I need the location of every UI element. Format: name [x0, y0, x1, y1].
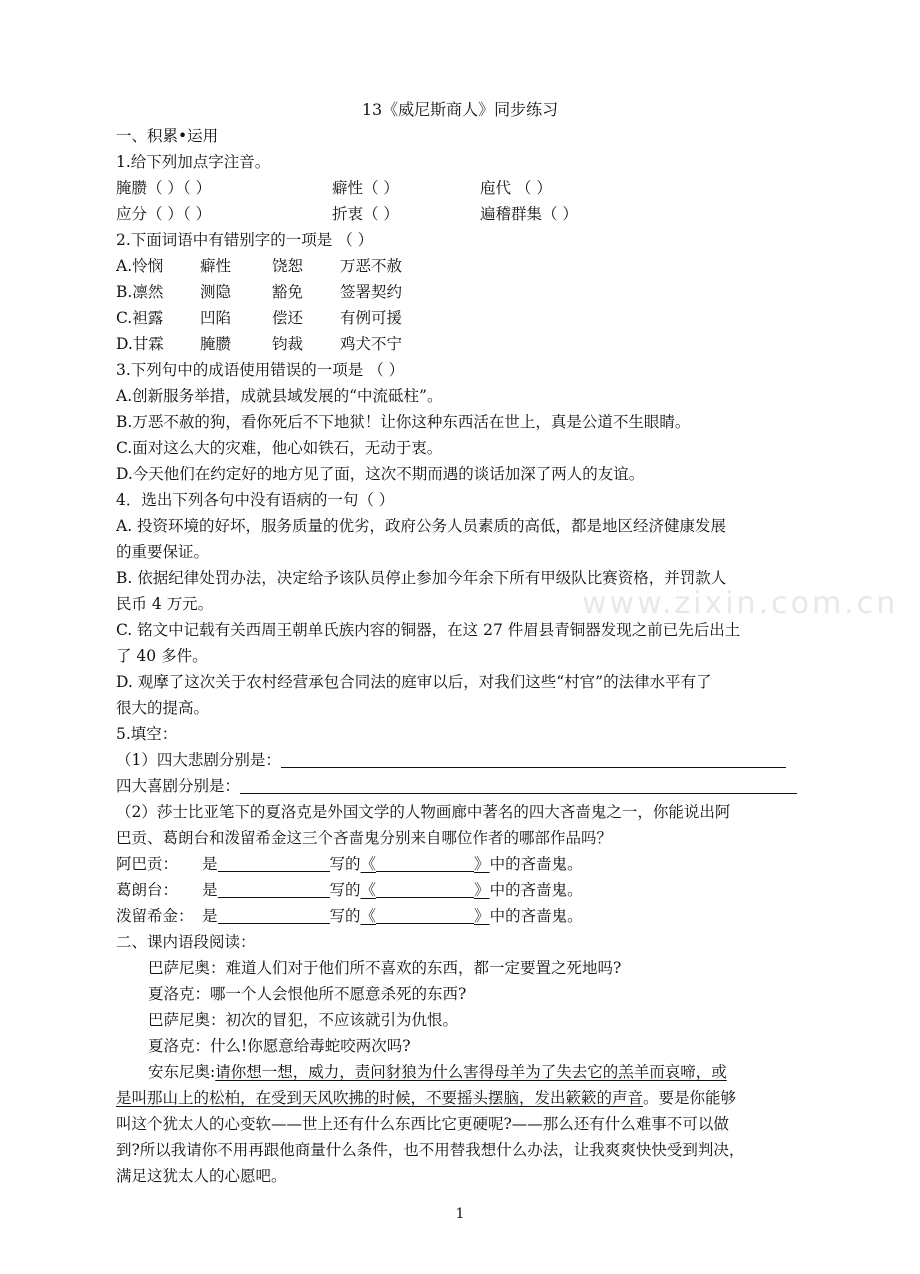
miser-rq: 》 — [474, 855, 490, 873]
q3-option-a: A.创新服务举措，成就县域发展的“中流砥柱”。 — [116, 387, 443, 405]
miser-wrote: 写的 — [329, 855, 361, 873]
miser-lq: 《 — [360, 907, 377, 925]
q4-option-b: B. 依据纪律处罚办法，决定给予该队员停止参加今年余下所有甲级队比赛资格，并罚款人 — [116, 569, 727, 587]
q5-tragedies-label: （1）四大悲剧分别是： — [116, 751, 281, 769]
q2-option-word: 腌臜 — [200, 335, 232, 353]
answer-blank[interactable] — [281, 751, 786, 768]
q1-item: 腌臜（ ）（ ） — [116, 179, 212, 197]
miser-rq: 》 — [474, 881, 490, 899]
miser-row — [116, 854, 583, 874]
q3-option-b: B.万恶不赦的狗，看你死后不下地狱！让你这种东西活在世上，真是公道不生眼睛。 — [116, 413, 691, 431]
miser-tail: 中的吝啬鬼。 — [489, 855, 583, 873]
q4-option-c-cont: 了 40 多件。 — [116, 647, 208, 665]
miser-is: 是 — [202, 907, 218, 925]
q2-option-word: 钧裁 — [272, 335, 304, 353]
miser-row — [116, 880, 583, 900]
underlined-passage: 是叫那山上的松柏，在受到天风吹拂的时候，不要摇头摆脑，发出簌簌的声音 — [116, 1089, 644, 1107]
q1-item: 遍稽群集（ ） — [480, 205, 578, 223]
q4-option-a-cont: 的重要保证。 — [116, 543, 210, 561]
q2-option-word: C.袒露 — [116, 309, 164, 327]
antonio-line-2 — [116, 1088, 736, 1108]
q4-option-d-cont: 很大的提高。 — [116, 699, 210, 717]
miser-lq: 《 — [360, 855, 377, 873]
miser-name: 葛朗台： — [116, 881, 179, 899]
q4-stem: 4．选出下列各句中没有语病的一句（ ） — [116, 491, 395, 509]
section-heading-1: 一、积累•运用 — [116, 127, 219, 145]
miser-row — [116, 906, 583, 926]
miser-wrote: 写的 — [329, 907, 361, 925]
q5-stem: 5.填空： — [116, 725, 178, 743]
dialogue-line: 巴萨尼奥：难道人们对于他们所不喜欢的东西，都一定要置之死地吗? — [148, 959, 622, 977]
miser-wrote: 写的 — [329, 881, 361, 899]
answer-blank[interactable] — [218, 855, 330, 872]
q2-option-word: 癖性 — [200, 257, 232, 275]
q2-option-word: 凹陷 — [200, 309, 232, 327]
miser-name: 泼留希金： — [116, 907, 194, 925]
dialogue-line: 夏洛克：什么!你愿意给毒蛇咬两次吗? — [148, 1037, 411, 1055]
q3-option-d: D.今天他们在约定好的地方见了面，这次不期而遇的谈话加深了两人的友谊。 — [116, 465, 645, 483]
miser-is: 是 — [202, 855, 218, 873]
antonio-line-4: 到?所以我请你不用再跟他商量什么条件，也不用替我想什么办法，让我爽爽快快受到判决， — [116, 1141, 745, 1159]
watermark: www.zixin.com.cn — [582, 586, 899, 621]
q3-option-c: C.面对这么大的灾难，他心如铁石，无动于衷。 — [116, 439, 443, 457]
dialogue-line: 夏洛克：哪一个人会恨他所不愿意杀死的东西? — [148, 985, 467, 1003]
q2-option-word: B.凛然 — [116, 283, 164, 301]
q2-option-word: 饶恕 — [272, 257, 304, 275]
q2-option-word: 偿还 — [272, 309, 304, 327]
answer-blank[interactable] — [376, 881, 474, 898]
antonio-line-1 — [148, 1062, 727, 1082]
section-heading-2: 二、课内语段阅读： — [116, 933, 256, 951]
q2-option-word: 豁免 — [272, 283, 304, 301]
q2-option-word: 签署契约 — [340, 283, 403, 301]
miser-is: 是 — [202, 881, 218, 899]
q2-option-word: 测隐 — [200, 283, 232, 301]
q1-stem: 1.给下列加点字注音。 — [116, 153, 271, 171]
q2-option-word: A.怜悯 — [116, 257, 164, 275]
q4-option-c: C. 铭文中记载有关西周王朝单氏族内容的铜器，在这 27 件眉县青铜器发现之前已先后出土 — [116, 621, 741, 639]
answer-blank[interactable] — [376, 855, 474, 872]
underlined-passage: 请你想一想，威力，责问豺狼为什么害得母羊为了失去它的羔羊而哀啼，或 — [215, 1063, 727, 1081]
answer-blank[interactable] — [218, 907, 330, 924]
answer-blank[interactable] — [240, 777, 797, 794]
page-title: 13《威尼斯商人》同步练习 — [361, 100, 559, 119]
q4-option-a: A. 投资环境的好坏，服务质量的优劣，政府公务人员素质的高低，都是地区经济健康发展 — [116, 517, 727, 535]
q2-option-word: 有例可援 — [340, 309, 403, 327]
miser-tail: 中的吝啬鬼。 — [489, 907, 583, 925]
q3-stem: 3.下列句中的成语使用错误的一项是 （ ） — [116, 361, 405, 379]
page-number: 1 — [455, 1206, 465, 1222]
q1-item: 庖代 （ ） — [480, 179, 552, 197]
q5-tragedies — [116, 750, 786, 770]
miser-rq: 》 — [474, 907, 490, 925]
miser-lq: 《 — [360, 881, 377, 899]
q5-part2: （2）莎士比亚笔下的夏洛克是外国文学的人物画廊中著名的四大吝啬鬼之一，你能说出阿 — [116, 803, 731, 821]
q2-option-word: 万恶不赦 — [340, 257, 403, 275]
q5-comedies — [116, 776, 797, 796]
antonio-line-3: 叫这个犹太人的心变软——世上还有什么东西比它更硬呢?——那么还有什么难事不可以做 — [116, 1115, 729, 1133]
miser-name: 阿巴贡： — [116, 855, 179, 873]
dialogue-line: 巴萨尼奥：初次的冒犯，不应该就引为仇恨。 — [148, 1011, 459, 1029]
q1-item: 癖性（ ） — [332, 179, 399, 197]
q5-part2-cont: 巴贡、葛朗台和泼留希金这三个吝啬鬼分别来自哪位作者的哪部作品吗？ — [116, 829, 613, 847]
antonio-line-5: 满足这犹太人的心愿吧。 — [116, 1167, 287, 1185]
q2-option-word: D.甘霖 — [116, 335, 164, 353]
q2-option-word: 鸡犬不宁 — [340, 335, 403, 353]
q5-comedies-label: 四大喜剧分别是： — [116, 777, 241, 795]
q4-option-d: D. 观摩了这次关于农村经营承包合同法的庭审以后，对我们这些“村官”的法律水平有了 — [116, 673, 712, 691]
answer-blank[interactable] — [376, 907, 474, 924]
q1-item: 折衷（ ） — [332, 205, 399, 223]
antonio-speaker: 安东尼奥: — [148, 1063, 216, 1081]
q4-option-b-cont: 民币 4 万元。 — [116, 595, 214, 613]
antonio-tail: 。要是你能够 — [643, 1089, 737, 1107]
answer-blank[interactable] — [218, 881, 330, 898]
q1-item: 应分（ ）（ ） — [116, 205, 212, 223]
q2-stem: 2.下面词语中有错别字的一项是 （ ） — [116, 231, 374, 249]
miser-tail: 中的吝啬鬼。 — [489, 881, 583, 899]
